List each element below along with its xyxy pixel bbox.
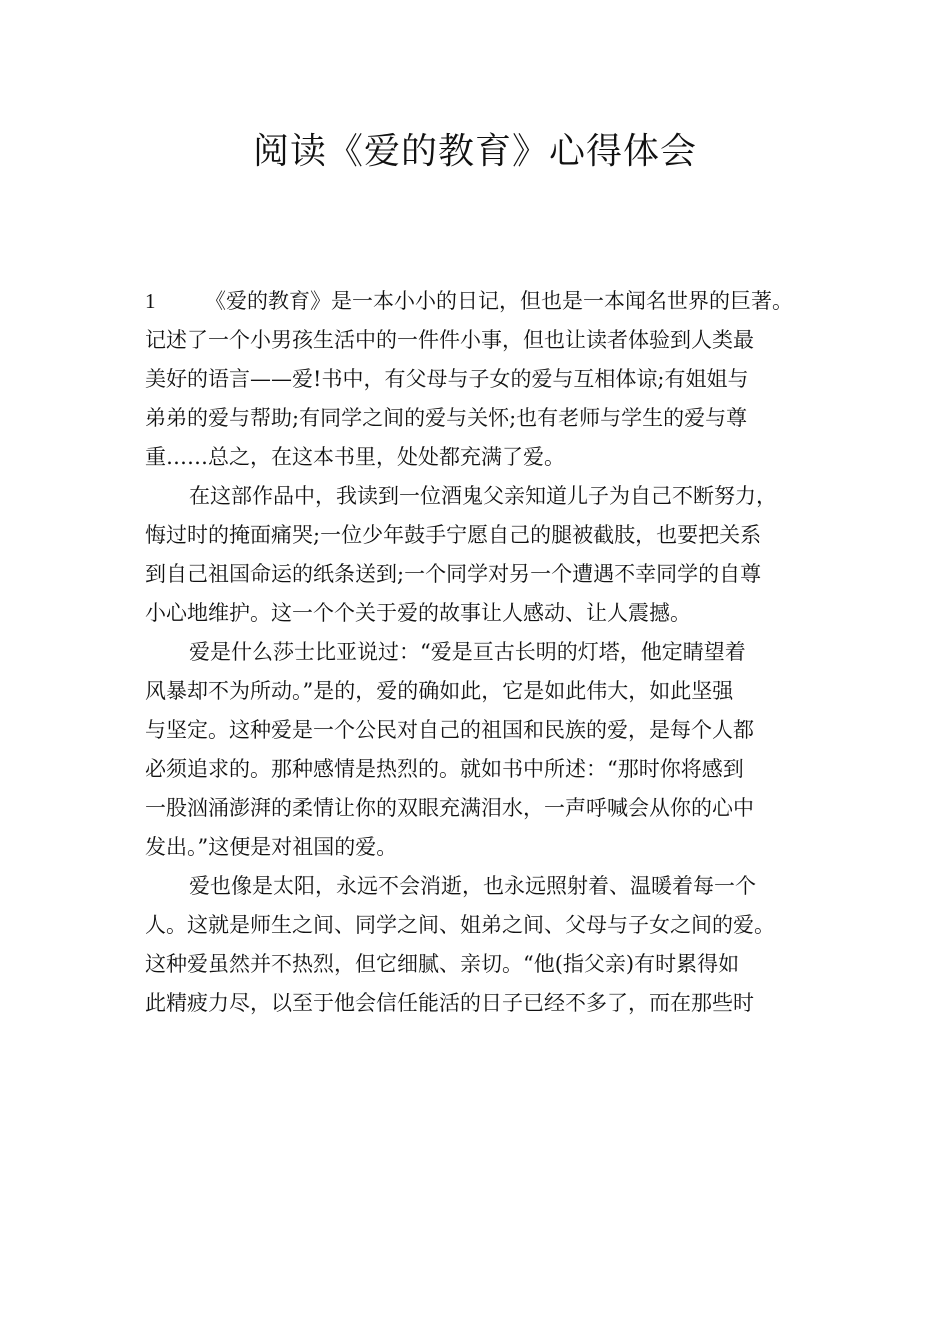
line-text: 爱是什么莎士比亚说过：“爱是亘古长明的灯塔，他定睛望着: [189, 640, 746, 664]
paragraph-line: 到自己祖国命运的纸条送到;一个同学对另一个遭遇不幸同学的自尊: [145, 562, 762, 586]
paragraph-line: 美好的语言——爱!书中，有父母与子女的爱与互相体谅;有姐姐与: [145, 367, 749, 391]
line-text: 在这部作品中，我读到一位酒鬼父亲知道儿子为自己不断努力，: [189, 484, 777, 508]
paragraph-3: [145, 633, 825, 867]
paragraph-line: 一股汹涌澎湃的柔情让你的双眼充满泪水，一声呼喊会从你的心中: [145, 796, 754, 820]
paragraph-line: 与坚定。这种爱是一个公民对自己的祖国和民族的爱，是每个人都: [145, 718, 754, 742]
paragraph-4: [145, 867, 825, 1023]
paragraph-line: 发出。”这便是对祖国的爱。: [145, 835, 398, 859]
paragraph-line: 人。这就是师生之间、同学之间、姐弟之间、父母与子女之间的爱。: [145, 913, 775, 937]
paragraph-line: 重……总之，在这本书里，处处都充满了爱。: [145, 445, 565, 469]
line-text: 《爱的教育》是一本小小的日记，但也是一本闻名世界的巨著。: [205, 289, 793, 313]
document-title: 阅读《爱的教育》心得体会: [252, 131, 697, 172]
paragraph-line: [145, 282, 825, 321]
paragraph-line: 弟弟的爱与帮助;有同学之间的爱与关怀;也有老师与学生的爱与尊: [145, 406, 748, 430]
paragraph-line: [145, 867, 825, 906]
paragraph-line: 此精疲力尽，以至于他会信任能活的日子已经不多了，而在那些时: [145, 991, 754, 1015]
document-body: [145, 282, 825, 1023]
paragraph-line: 风暴却不为所动。”是的，爱的确如此，它是如此伟大，如此坚强: [145, 679, 734, 703]
paragraph-line: 这种爱虽然并不热烈，但它细腻、亲切。“他(指父亲)有时累得如: [145, 952, 740, 976]
paragraph-line: 必须追求的。那种感情是热烈的。就如书中所述：“那时你将感到: [145, 757, 744, 781]
paragraph-line: 悔过时的掩面痛哭;一位少年鼓手宁愿自己的腿被截肢，也要把关系: [145, 523, 762, 547]
paragraph-line: [145, 633, 825, 672]
paragraph-line: [145, 477, 825, 516]
paragraph-2: [145, 477, 825, 633]
paragraph-line: 小心地维护。这一个个关于爱的故事让人感动、让人震撼。: [145, 601, 691, 625]
paragraph-line: 记述了一个小男孩生活中的一件件小事，但也让读者体验到人类最: [145, 328, 754, 352]
paragraph-number: 1: [145, 289, 156, 313]
paragraph-1: [145, 282, 825, 477]
line-text: 爱也像是太阳，永远不会消逝，也永远照射着、温暖着每一个: [189, 874, 756, 898]
